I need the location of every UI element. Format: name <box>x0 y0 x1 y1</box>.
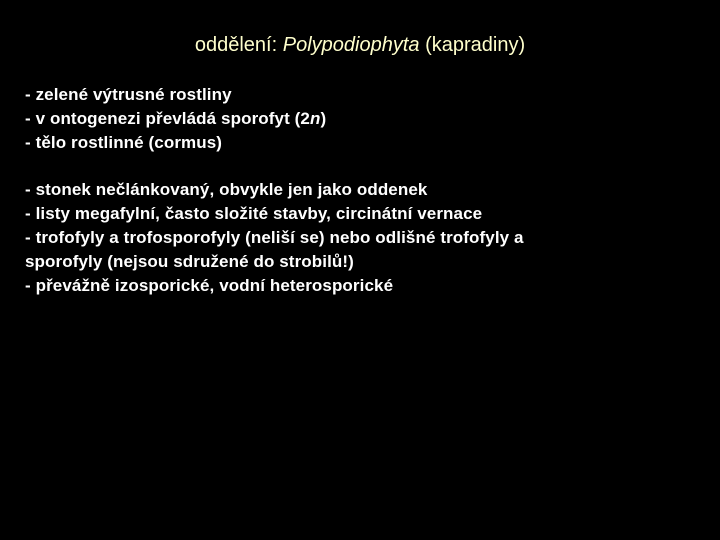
characteristics-block <box>25 83 695 155</box>
text-line: - listy megafylní, často složité stavby, circinátní vernace <box>25 204 483 223</box>
text-line: sporofyly (nejsou sdružené do strobilů!) <box>25 252 354 271</box>
text-line: - převážně izosporické, vodní heterosporické <box>25 276 394 295</box>
ploidy-symbol: n <box>310 109 321 128</box>
text-line: - trofofyly a trofosporofyly (neliší se) nebo odlišné trofofyly a <box>25 228 524 247</box>
text-line: - zelené výtrusné rostliny <box>25 85 232 104</box>
title-suffix: (kapradiny) <box>419 34 526 56</box>
text-line-sporophyte <box>25 107 695 131</box>
text-segment: ) <box>320 109 327 128</box>
text-line: - tělo rostlinné (cormus) <box>25 133 223 152</box>
text-segment: - v ontogenezi převládá sporofyt (2 <box>25 109 310 128</box>
title-taxon: Polypodiophyta <box>282 34 420 56</box>
slide-title <box>0 31 720 59</box>
text-line: - stonek nečlánkovaný, obvykle jen jako oddenek <box>25 180 428 199</box>
morphology-block <box>25 178 695 298</box>
title-prefix: oddělení: <box>194 34 283 56</box>
